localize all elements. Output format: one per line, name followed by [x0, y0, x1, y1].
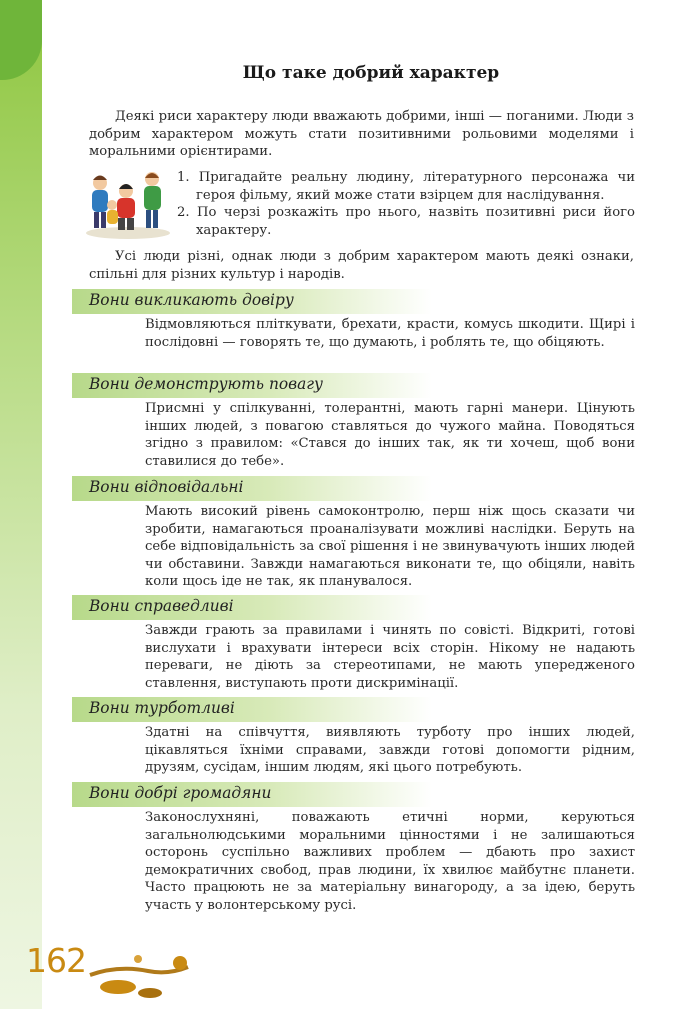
decorative-ornament: [88, 945, 198, 1003]
intro-paragraph: Деякі риси характеру люди вважають добрими, інші — поганими. Люди з добрим характером можуть стати позитивними рольовими моделями і моральними орієнтирами.: [89, 109, 634, 160]
section-heading: Вони добрі громадяни: [89, 784, 272, 802]
section-text: Мають високий рівень самоконтролю, перш ніж щось сказати чи зробити, намагаються проаналізувати можливі наслідки. Беруть на себе відповідальність за свої рішення і не звинувачують інших людей чи обставини. Завжди намагаються виконати те, що обіцяли, навіть коли щось іде не так, як планувалося.: [145, 504, 635, 590]
section-text: Відмовляються пліткувати, брехати, красти, комусь шкодити. Щирі і послідовні — говорять те, що думають, і роблять те, що обіцяють.: [145, 317, 635, 350]
section-heading: Вони демонструють повагу: [89, 375, 323, 393]
children-group-illustration: [82, 161, 174, 241]
section-heading-band: [72, 373, 432, 398]
section-heading-band: [72, 476, 432, 501]
task-list: [177, 169, 635, 239]
section-heading: Вони справедливі: [89, 597, 234, 615]
section-heading: Вони викликають довіру: [89, 291, 294, 309]
section-heading: Вони турботливі: [89, 699, 235, 717]
section-heading-band: [72, 782, 432, 807]
general-paragraph: Усі люди різні, однак люди з добрим характером мають деякі ознаки, спільні для різних культур і народів.: [89, 249, 634, 282]
section-heading: Вони відповідальні: [89, 478, 244, 496]
task-item: 1. Пригадайте реальну людину, літературного персонажа чи героя фільму, який може стати взірцем для наслідування.: [177, 170, 635, 203]
section-heading-band: [72, 289, 432, 314]
section-heading-band: [72, 595, 432, 620]
page-title: Що таке добрий характер: [242, 63, 500, 83]
section-text: Присмні у спілкуванні, толерантні, мають гарні манери. Цінують інших людей, з повагою ставляться до чужого майна. Поводяться згідно з правилом: «Стався до інших так, як ти хочеш, щоб вони ставилися до тебе».: [145, 401, 635, 469]
task-item: 2. По черзі розкажіть про нього, назвіть позитивні риси його характеру.: [177, 205, 635, 238]
page-margin-strip: [0, 0, 42, 1009]
section-text: Здатні на співчуття, виявляють турботу про інших людей, цікавляться їхніми справами, завжди готові допомогти рідним, друзям, сусідам, іншим людям, які цього потребують.: [145, 725, 635, 776]
section-heading-band: [72, 697, 432, 722]
section-text: Завжди грають за правилами і чинять по совісті. Відкриті, готові вислухати і врахувати інтереси всіх сторін. Нікому не надають переваги, не діють за стереотипами, не мають упередженого ставлення, виступають проти дискримінації.: [145, 623, 635, 691]
page-number: 162: [26, 941, 86, 980]
section-text: Законослухняні, поважають етичні норми, керуються загальнолюдськими моральними цінностями і не залишаються осторонь суспільно важливих проблем — дбають про захист демократичних свобод, прав людини, їх хвилює майбутнє планети. Часто працюють не за матеріальну винагороду, а за ідею, беруть участь у волонтерському русі.: [145, 810, 635, 913]
